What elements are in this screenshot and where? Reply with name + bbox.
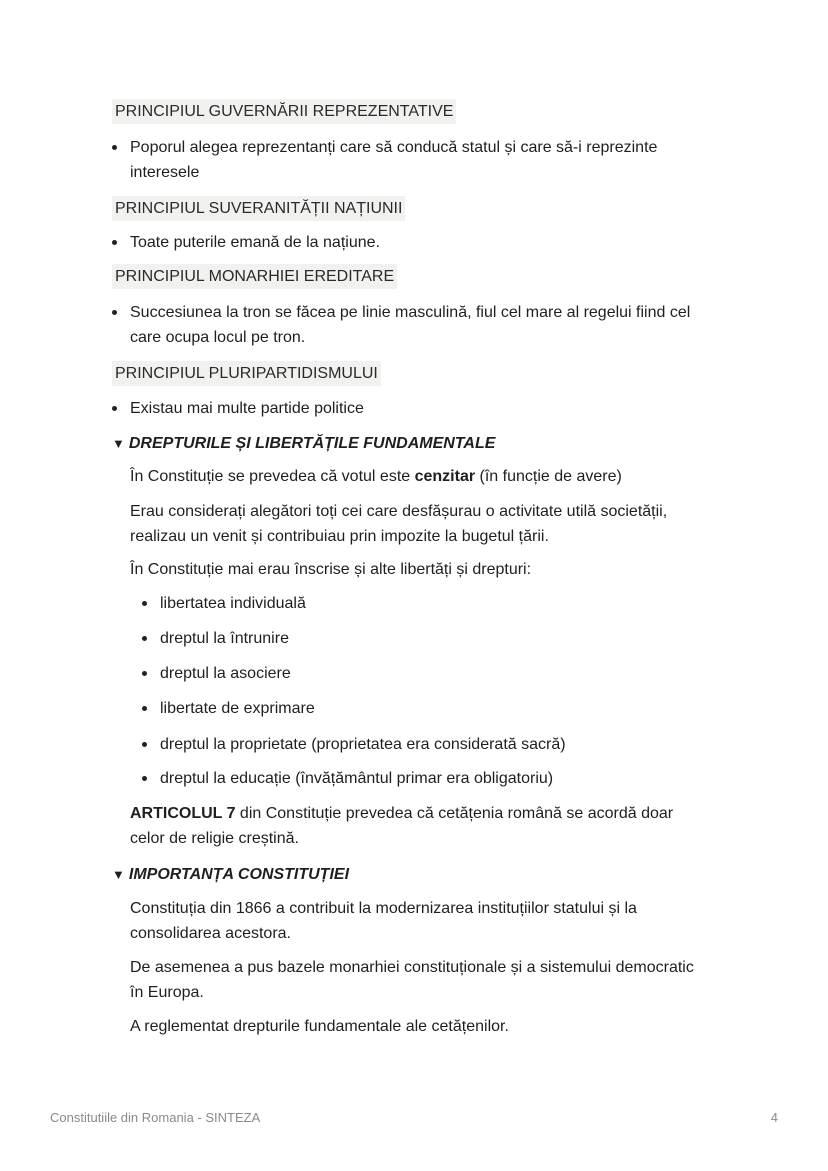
- list-item: libertatea individuală: [160, 591, 306, 616]
- toggle-importanta[interactable]: [112, 862, 349, 887]
- list-item: dreptul la proprietate (proprietatea era considerată sacră): [160, 732, 566, 757]
- paragraph-cont: consolidarea acestora.: [130, 925, 291, 942]
- list-item: dreptul la asociere: [160, 661, 291, 686]
- list-item: Poporul alegea reprezentanți care să conducă statul și care să-i reprezinte: [130, 135, 657, 160]
- list-item: dreptul la întrunire: [160, 626, 289, 651]
- page-number: 4: [770, 1110, 778, 1125]
- paragraph: În Constituție mai erau înscrise și alte libertăți și drepturi:: [130, 561, 532, 578]
- list-item-cont: care ocupa locul pe tron.: [130, 329, 306, 346]
- bold-text: cenzitar: [414, 468, 476, 485]
- toggle-drepturi[interactable]: [112, 431, 495, 456]
- list-item: Succesiunea la tron se făcea pe linie masculină, fiul cel mare al regelui fiind cel: [130, 300, 690, 325]
- paragraph-cont: în Europa.: [130, 984, 204, 1001]
- paragraph: [130, 801, 673, 826]
- paragraph: Erau considerați alegători toți cei care desfășurau o activitate utilă societății,: [130, 503, 668, 520]
- paragraph: [130, 464, 622, 489]
- paragraph: A reglementat drepturile fundamentale ale cetățenilor.: [130, 1018, 509, 1035]
- bold-text: ARTICOLUL 7: [130, 805, 236, 822]
- heading-guvernare: PRINCIPIUL GUVERNĂRII REPREZENTATIVE: [112, 99, 456, 124]
- heading-monarhie: PRINCIPIUL MONARHIEI EREDITARE: [112, 264, 397, 289]
- text: (în funcție de avere): [475, 468, 622, 485]
- paragraph: De asemenea a pus bazele monarhiei constituționale și a sistemului democratic: [130, 959, 694, 976]
- paragraph: Constituția din 1866 a contribuit la modernizarea instituțiilor statului și la: [130, 900, 637, 917]
- toggle-title: DREPTURILE ȘI LIBERTĂȚILE FUNDAMENTALE: [128, 435, 496, 452]
- list-item: Toate puterile emană de la națiune.: [130, 230, 380, 255]
- paragraph-cont: realizau un venit și contribuiau prin impozite la bugetul țării.: [130, 528, 549, 545]
- triangle-down-icon[interactable]: ▼: [112, 436, 125, 451]
- footer-title: Constitutiile din Romania - SINTEZA: [50, 1110, 261, 1125]
- heading-pluripartidism: PRINCIPIUL PLURIPARTIDISMULUI: [112, 361, 381, 386]
- list-item: Existau mai multe partide politice: [130, 396, 364, 421]
- toggle-title: IMPORTANȚA CONSTITUȚIEI: [128, 866, 350, 883]
- list-item: libertate de exprimare: [160, 696, 315, 721]
- heading-suveranitate: PRINCIPIUL SUVERANITĂȚII NAȚIUNII: [112, 196, 405, 221]
- text: din Constituție prevedea că cetățenia română se acordă doar: [235, 805, 674, 822]
- list-item: dreptul la educație (învățământul primar era obligatoriu): [160, 766, 553, 791]
- triangle-down-icon[interactable]: ▼: [112, 867, 125, 882]
- paragraph-cont: celor de religie creștină.: [130, 830, 299, 847]
- text: În Constituție se prevedea că votul este: [130, 468, 415, 485]
- list-item-cont: interesele: [130, 164, 200, 181]
